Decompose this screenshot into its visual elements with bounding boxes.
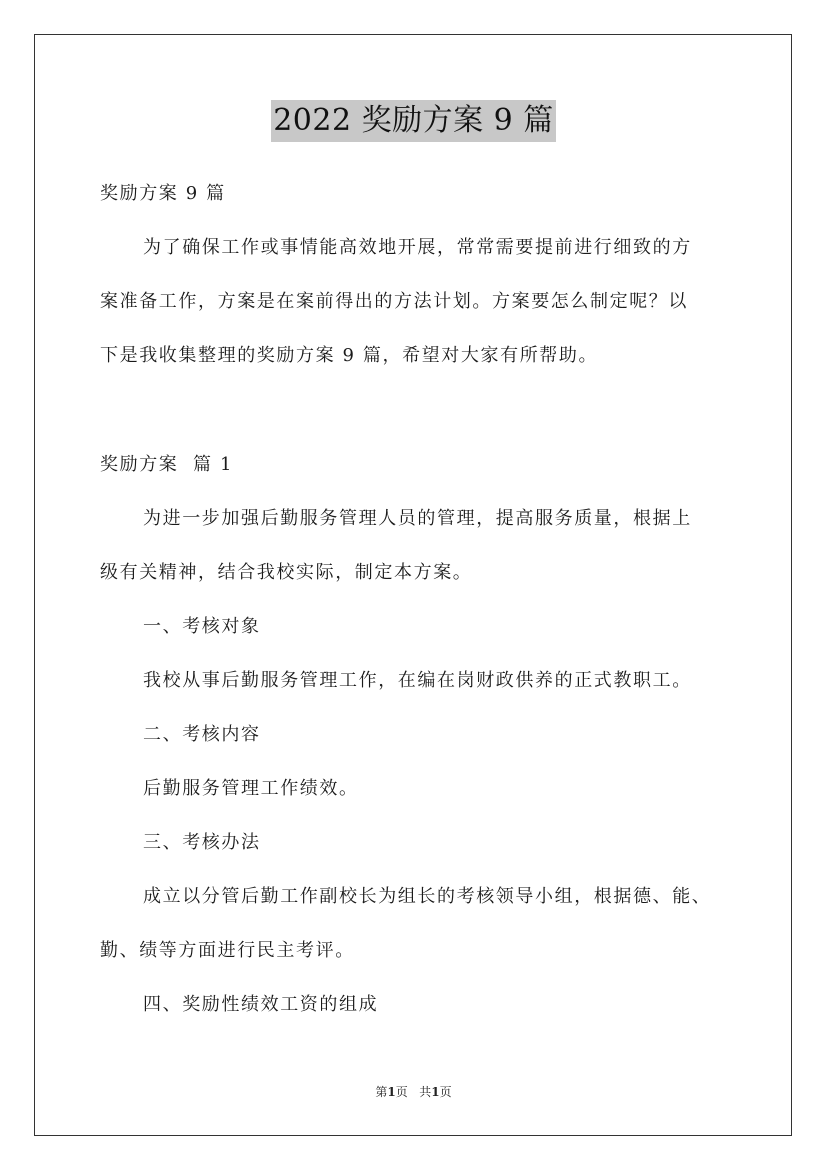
section-line-8: 成立以分管后勤工作副校长为组长的考核领导小组，根据德、能、 bbox=[143, 886, 712, 907]
intro-line-1: 为了确保工作或事情能高效地开展，常常需要提前进行细致的方 bbox=[143, 237, 692, 258]
heading-assessment-target: 一、考核对象 bbox=[143, 616, 261, 637]
footer-total-number: 1 bbox=[431, 1085, 440, 1099]
footer-total-prefix: 共 bbox=[419, 1085, 432, 1099]
heading-assessment-content: 二、考核内容 bbox=[143, 724, 261, 745]
section-line-2: 级有关精神，结合我校实际，制定本方案。 bbox=[100, 562, 473, 583]
section-line-1: 为进一步加强后勤服务管理人员的管理，提高服务质量，根据上 bbox=[143, 508, 692, 529]
section-line-6: 后勤服务管理工作绩效。 bbox=[143, 778, 359, 799]
footer-page-number: 1 bbox=[387, 1085, 396, 1099]
intro-line-3: 下是我收集整理的奖励方案 9 篇，希望对大家有所帮助。 bbox=[100, 345, 599, 366]
section-line-4: 我校从事后勤服务管理工作，在编在岗财政供养的正式教职工。 bbox=[143, 670, 692, 691]
footer-total-suffix: 页 bbox=[439, 1085, 452, 1099]
title-container bbox=[0, 100, 827, 142]
page-footer bbox=[0, 1084, 827, 1100]
section-heading: 奖励方案 篇 1 bbox=[100, 454, 234, 475]
footer-page-prefix: 第 bbox=[375, 1085, 388, 1099]
heading-assessment-method: 三、考核办法 bbox=[143, 832, 261, 853]
section-line-9: 勤、绩等方面进行民主考评。 bbox=[100, 940, 355, 961]
intro-line-2: 案准备工作，方案是在案前得出的方法计划。方案要怎么制定呢？以 bbox=[100, 291, 688, 312]
footer-page-suffix: 页 bbox=[395, 1085, 408, 1099]
document-subtitle: 奖励方案 9 篇 bbox=[100, 183, 226, 204]
heading-performance-pay: 四、奖励性绩效工资的组成 bbox=[143, 994, 379, 1015]
document-title: 2022 奖励方案 9 篇 bbox=[271, 100, 556, 142]
